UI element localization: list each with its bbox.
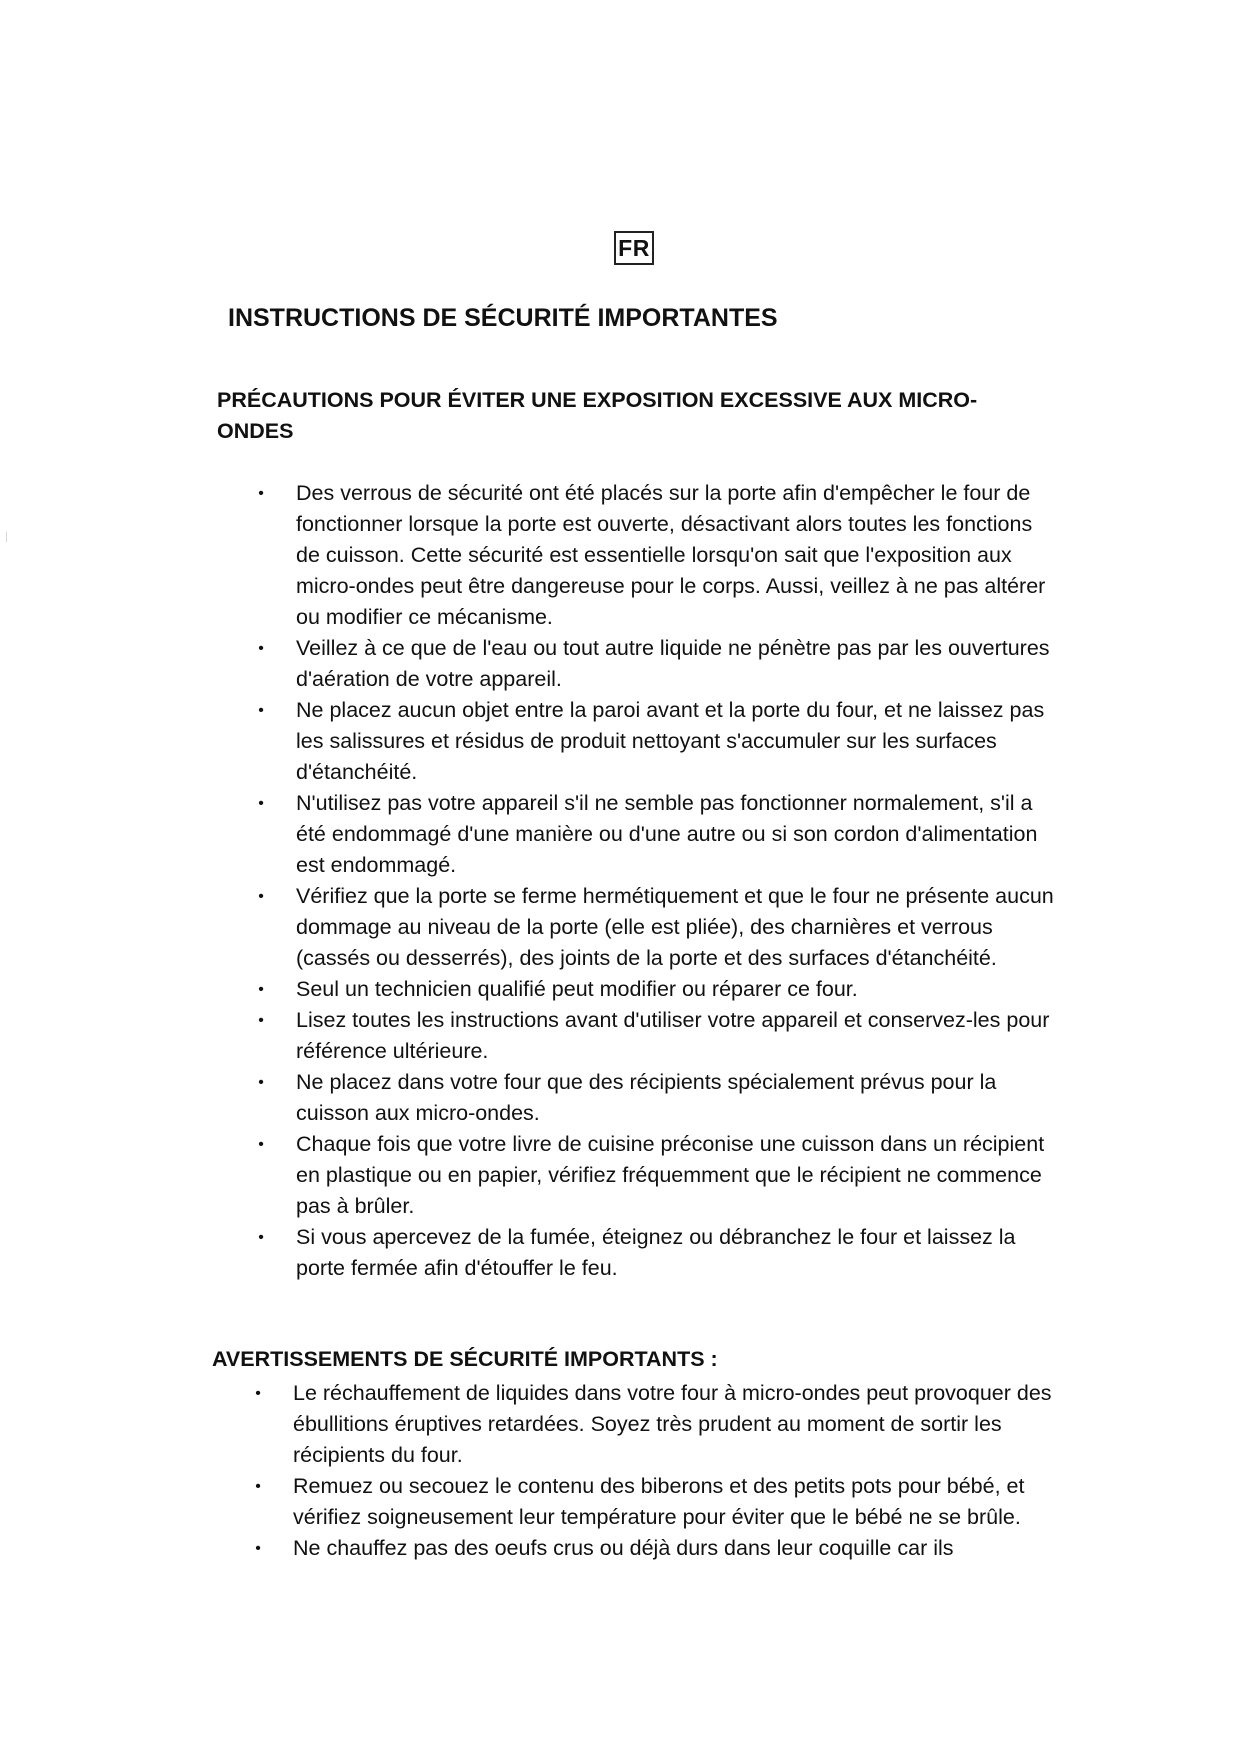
section-heading-precautions: PRÉCAUTIONS POUR ÉVITER UNE EXPOSITION EXCESSIVE AUX MICRO-ONDES (217, 388, 978, 443)
list-item (252, 1533, 1052, 1564)
list-item-text: Seul un technicien qualifié peut modifier ou réparer ce four. (296, 977, 858, 1001)
list-item-text: Remuez ou secouez le contenu des biberons et des petits pots pour bébé, et vérifiez soigneusement leur température pour éviter que le bébé ne se brûle. (293, 1474, 1025, 1529)
bullet-icon: • (258, 702, 264, 719)
bullet-icon: • (258, 485, 264, 502)
bullet-icon: • (255, 1478, 261, 1495)
list-item (255, 1067, 1055, 1129)
bullet-icon: • (258, 1136, 264, 1153)
list-item-text: Ne placez dans votre four que des récipients spécialement prévus pour la cuisson aux micro-ondes. (296, 1070, 997, 1125)
list-item (255, 788, 1055, 881)
bullet-icon: • (258, 888, 264, 905)
list-item-text: N'utilisez pas votre appareil s'il ne semble pas fonctionner normalement, s'il a été endommagé d'une manière ou d'une autre ou si son cordon d'alimentation est endommagé. (296, 791, 1038, 877)
list-item-text: Si vous apercevez de la fumée, éteignez ou débranchez le four et laissez la porte fermée afin d'étouffer le feu. (296, 1225, 1016, 1280)
bullet-icon: • (258, 981, 264, 998)
list-item (252, 1471, 1052, 1533)
list-item-text: Des verrous de sécurité ont été placés sur la porte afin d'empêcher le four de fonctionner lorsque la porte est ouverte, désactivant alors toutes les fonctions de cuisson. Cette sécurité est essentielle lorsqu'on sait que l'exposition aux micro-ondes peut être dangereuse pour le corps. Aussi, veillez à ne pas altérer ou modifier ce mécanisme. (296, 481, 1046, 629)
warnings-list (252, 1378, 1052, 1564)
precautions-list (255, 478, 1055, 1284)
list-item (255, 974, 1055, 1005)
list-item-text: Vérifiez que la porte se ferme hermétiquement et que le four ne présente aucun dommage au niveau de la porte (elle est pliée), des charnières et verrous (cassés ou desserrés), des joints de la porte et des surfaces d'étanchéité. (296, 884, 1054, 970)
list-item-text: Lisez toutes les instructions avant d'utiliser votre appareil et conservez-les pour référence ultérieure. (296, 1008, 1050, 1063)
list-item-text: Le réchauffement de liquides dans votre four à micro-ondes peut provoquer des ébullitions éruptives retardées. Soyez très prudent au moment de sortir les récipients du four. (293, 1381, 1052, 1467)
list-item-text: Chaque fois que votre livre de cuisine préconise une cuisson dans un récipient en plastique ou en papier, vérifiez fréquemment que le récipient ne commence pas à brûler. (296, 1132, 1045, 1218)
bullet-icon: • (258, 1229, 264, 1246)
language-badge: FR (614, 231, 654, 265)
list-item-text: Veillez à ce que de l'eau ou tout autre liquide ne pénètre pas par les ouvertures d'aération de votre appareil. (296, 636, 1050, 691)
scan-margin-mark (6, 532, 7, 542)
list-item (255, 478, 1055, 633)
list-item (255, 881, 1055, 974)
list-item (255, 1222, 1055, 1284)
list-item-text: Ne placez aucun objet entre la paroi avant et la porte du four, et ne laissez pas les salissures et résidus de produit nettoyant s'accumuler sur les surfaces d'étanchéité. (296, 698, 1045, 784)
list-item (255, 1129, 1055, 1222)
list-item (255, 695, 1055, 788)
page-title: INSTRUCTIONS DE SÉCURITÉ IMPORTANTES (228, 304, 778, 332)
bullet-icon: • (255, 1385, 261, 1402)
list-item (255, 633, 1055, 695)
bullet-icon: • (258, 1012, 264, 1029)
bullet-icon: • (258, 640, 264, 657)
list-item-text: Ne chauffez pas des oeufs crus ou déjà durs dans leur coquille car ils (293, 1536, 954, 1560)
list-item (252, 1378, 1052, 1471)
list-item (255, 1005, 1055, 1067)
bullet-icon: • (258, 795, 264, 812)
bullet-icon: • (258, 1074, 264, 1091)
section-heading-warnings: AVERTISSEMENTS DE SÉCURITÉ IMPORTANTS : (212, 1347, 718, 1371)
bullet-icon: • (255, 1540, 261, 1557)
